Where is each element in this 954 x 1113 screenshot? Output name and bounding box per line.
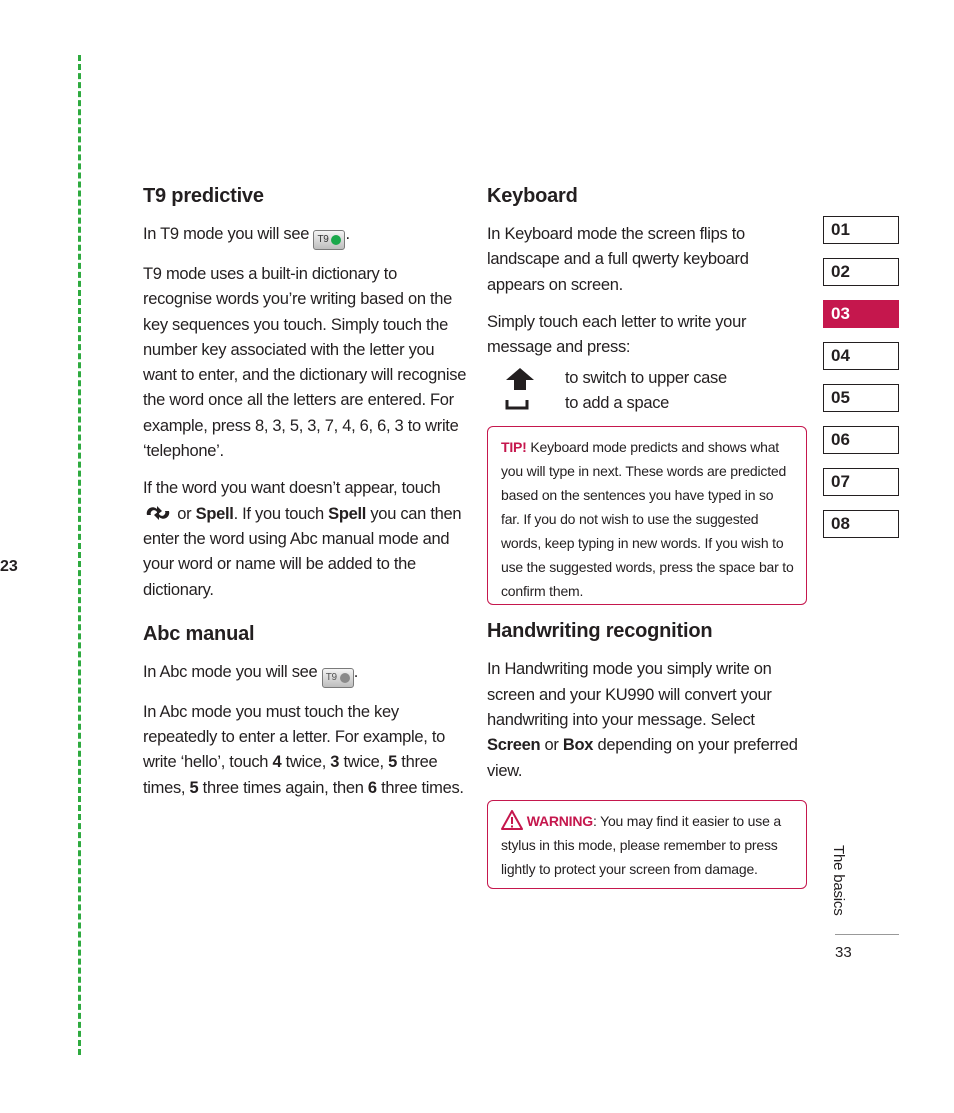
chapter-tab-04[interactable]: 04 xyxy=(823,342,899,370)
abc-paragraph: In Abc mode you must touch the key repeatedly to enter a letter. For example, to write ‘hello’, touch 4 twice, 3 twice, 5 three times, 5 three times again, then 6 three times. xyxy=(143,702,464,797)
warning-icon xyxy=(501,810,523,830)
abc-intro: In Abc mode you will see T9 . xyxy=(143,660,468,688)
chapter-tabs xyxy=(823,216,899,552)
chapter-tab-06[interactable]: 06 xyxy=(823,426,899,454)
t9-paragraph: T9 mode uses a built-in dictionary to recognise words you’re writing based on the key sequences you touch. Simply touch the number key associated with the letter you want to enter, and the dictionary will recognise the word once all the letters are entered. For example, press 8, 3, 5, 3, 7, 4, 6, 6, 3 to write ‘telephone’. xyxy=(143,265,467,461)
abc-heading: Abc manual xyxy=(143,622,255,645)
chapter-tab-05[interactable]: 05 xyxy=(823,384,899,412)
keyboard-heading: Keyboard xyxy=(487,185,578,207)
crop-guide-line xyxy=(78,55,81,1055)
keyboard-paragraph-2: Simply touch each letter to write your message and press: xyxy=(487,312,747,357)
t9-mode-icon: T9 xyxy=(313,230,345,250)
handwriting-paragraph: In Handwriting mode you simply write on screen and your KU990 will convert your handwriting into your message. Select Screen or Box depending on your preferred view. xyxy=(487,660,798,780)
spell-label: Spell xyxy=(195,504,234,523)
warning-box: WARNING: You may find it easier to use a stylus in this mode, please remember to press lightly to protect your screen from damage. xyxy=(487,800,807,889)
abc-mode-icon: T9 xyxy=(322,668,354,688)
tip-box: TIP! Keyboard mode predicts and shows what you will type in next. These words are predicted based on the sentences you have typed in so far. If you do not wish to use the suggested words, keep typing in new words. If you wish to use the suggested words, press the space bar to confirm them. xyxy=(487,426,807,605)
chapter-tab-03[interactable]: 03 xyxy=(823,300,899,328)
middle-column xyxy=(487,185,809,889)
t9-paragraph-2: If the word you want doesn’t appear, touch or Spell. If you touch Spell you can then enter the word using Abc manual mode and your word or name will be added to the dictionary. xyxy=(143,479,462,599)
t9-intro: In T9 mode you will see T9 . xyxy=(143,222,468,250)
chapter-tab-01[interactable]: 01 xyxy=(823,216,899,244)
tip-label: TIP! xyxy=(501,439,527,456)
page-number: 33 xyxy=(835,944,852,961)
warning-label: WARNING xyxy=(526,812,593,829)
cycle-words-icon xyxy=(143,504,173,522)
left-column xyxy=(143,185,468,813)
space-bar-icon xyxy=(505,398,529,410)
chapter-tab-08[interactable]: 08 xyxy=(823,510,899,538)
handwriting-heading: Handwriting recognition xyxy=(487,620,713,643)
keyboard-paragraph: In Keyboard mode the screen flips to landscape and a full qwerty keyboard appears on screen. xyxy=(487,225,749,294)
t9-heading: T9 predictive xyxy=(143,185,264,207)
previous-page-number: 23 xyxy=(0,558,18,575)
chapter-tab-07[interactable]: 07 xyxy=(823,468,899,496)
chapter-tab-02[interactable]: 02 xyxy=(823,258,899,286)
page-number-divider xyxy=(835,934,899,935)
up-arrow-icon xyxy=(505,367,535,391)
space-key-row: to add a space xyxy=(487,391,809,416)
upper-case-key-row: to switch to upper case xyxy=(487,366,809,391)
section-title: The basics xyxy=(830,845,847,916)
